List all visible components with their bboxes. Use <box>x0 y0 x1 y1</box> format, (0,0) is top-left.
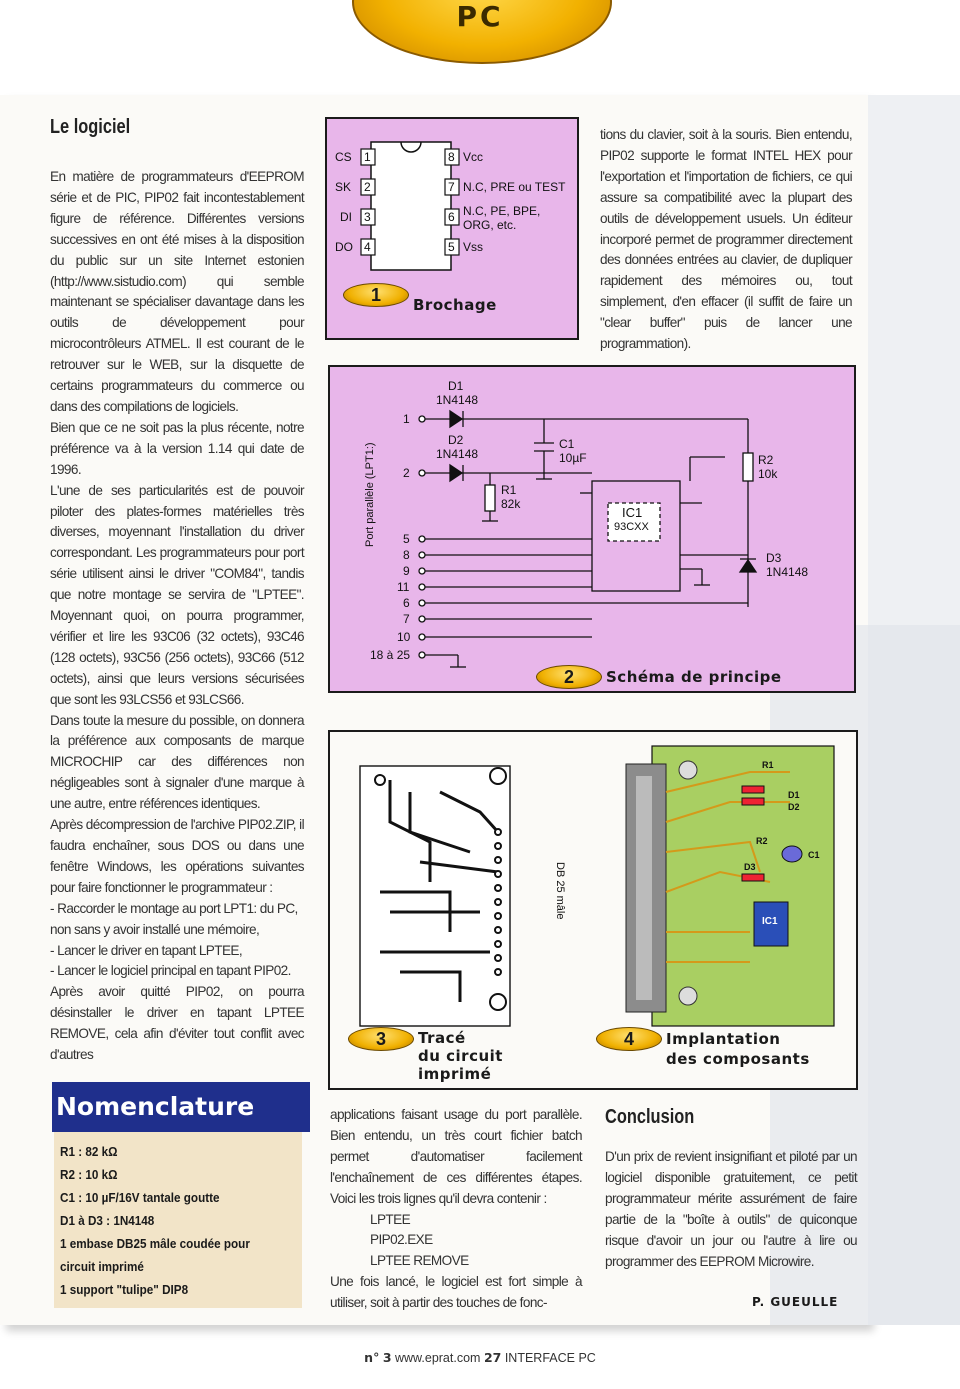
pin-number: 6 <box>448 210 455 224</box>
website: www.eprat.com <box>395 1351 481 1365</box>
port-label: Port parallèle (LPT1:) <box>364 442 376 547</box>
right-top-text <box>600 125 852 355</box>
figure-number-badge: 3 <box>348 1027 414 1051</box>
paragraph: En matière de programmateurs d'EEPROM série et de PIC, PIP02 fait incontestablement figure de référence. Différentes versions successives en ont été mises à la disposition du public sur un site Internet estonien (http://www.sistudio.com) qui semble maintenant se spécialiser davantage dans les outils de développement pour microcontrôleurs ATMEL. Il est courant de le retrouver sur le WEB, sur la disquette de certains programmateurs du commerce ou dans des compilations de logiciels. <box>50 169 304 414</box>
caption-line: imprimé <box>418 1065 492 1083</box>
left-section <box>50 116 310 139</box>
d1-label: D1 <box>448 379 464 393</box>
nomenclature-item: C1 : 10 µF/16V tantale goutte <box>60 1190 220 1205</box>
command-line: PIP02.EXE <box>370 1232 433 1248</box>
paragraph: Bien que ce ne soit pas la plus récente, notre préférence va à la version 1.14 qui date de 1996. <box>50 419 304 477</box>
nomenclature-item: R1 : 82 kΩ <box>60 1144 118 1159</box>
pin-name-left: SK <box>335 180 352 194</box>
connector-label: DB 25 mâle <box>554 862 566 920</box>
d2-label: D2 <box>788 802 800 812</box>
nomenclature-title: Nomenclature <box>52 1082 310 1132</box>
pin-name-right: Vcc <box>463 150 484 164</box>
paragraph: Après décompression de l'archive PIP02.ZIP, il faudra enchaîner, sous DOS ou dans une fenêtre Windows, les opérations suivantes pour faire fonctionner le programmateur : <box>50 817 304 895</box>
figure-caption: Brochage <box>413 296 497 314</box>
r2-label: R2 <box>758 453 774 467</box>
caption-line: du circuit <box>418 1047 503 1065</box>
pin-number: 9 <box>403 564 410 578</box>
pin-name-right: N.C, PE, BPE, ORG, etc. <box>463 204 541 232</box>
figure-3-4-panel <box>328 730 858 1090</box>
left-column-text <box>50 167 304 1066</box>
caption-line: des composants <box>666 1050 810 1068</box>
pin-number: 6 <box>403 596 410 610</box>
d3-label: D3 <box>744 862 756 872</box>
r1-value: 82k <box>501 497 521 511</box>
list-item: - Lancer le driver en tapant LPTEE, <box>50 942 243 958</box>
pin-number: 1 <box>364 150 371 164</box>
page-footer <box>0 1350 960 1365</box>
pin-number: 4 <box>364 240 371 254</box>
nomenclature-item: R2 : 10 kΩ <box>60 1167 118 1182</box>
pin-number: 7 <box>403 612 410 626</box>
pin-number: 7 <box>448 180 455 194</box>
pin-name-right: N.C, PRE ou TEST <box>463 180 566 194</box>
pin-number: 18 à 25 <box>370 648 411 662</box>
pin-number: 8 <box>403 548 410 562</box>
paragraph: Dans toute la mesure du possible, on donnera la préférence aux composants de marque MICROCHIP car des différences non négligeables sont à signaler d'une marque à une autre, entre références identiques. <box>50 712 304 812</box>
pin-number: 5 <box>403 532 410 546</box>
pin-number: 1 <box>403 412 410 426</box>
pin-number: 5 <box>448 240 455 254</box>
figure-1-brochage <box>325 117 579 340</box>
figure-number-badge: 2 <box>536 665 602 689</box>
r1-label: R1 <box>501 483 517 497</box>
d2-type: 1N4148 <box>436 447 479 461</box>
c1-label: C1 <box>559 437 575 451</box>
r2-value: 10k <box>758 467 778 481</box>
nomenclature-box <box>48 1080 306 1310</box>
issue-number: 3 <box>382 1350 392 1365</box>
pin-number: 8 <box>448 150 455 164</box>
pin-number: 2 <box>364 180 371 194</box>
paragraph: Une fois lancé, le logiciel est fort simple à utiliser, soit à partir des touches de fonc- <box>330 1274 582 1311</box>
c1-label: C1 <box>808 850 820 860</box>
r2-label: R2 <box>756 836 768 846</box>
page-number: 27 <box>483 1350 502 1365</box>
nomenclature-item: 1 support "tulipe" DIP8 <box>60 1282 189 1297</box>
section-name: INTERFACE PC <box>504 1351 596 1365</box>
d3-label: D3 <box>766 551 782 565</box>
section-title-conclusion: Conclusion <box>605 1106 695 1128</box>
paragraph: applications faisant usage du port parallèle. Bien entendu, un très court fichier batch permet d'automatiser facilement l'enchaînement de ces différentes étapes. Voici les trois lignes qu'il devra contenir : <box>330 1107 582 1206</box>
command-line: LPTEE <box>370 1211 411 1227</box>
pin-name-left: DO <box>335 240 353 254</box>
d1-type: 1N4148 <box>436 393 479 407</box>
paragraph: tions du clavier, soit à la souris. Bien entendu, PIP02 supporte le format INTEL HEX pour l'exportation et l'importation de fichiers, ce qui assure sa compatibilité avec la plupart des outils de développement usuels. Un éditeur incorporé permet de programmer directement des données entrées au clavier, de dupliquer rapidement des mémoires ou, tout simplement, d'en effacer (il suffit de faire un "clear buffer" puis de lancer une programmation). <box>600 127 852 352</box>
d2-label: D2 <box>448 433 464 447</box>
pin-name-left: CS <box>335 150 352 164</box>
nomenclature-item: circuit imprimé <box>60 1259 144 1274</box>
command-line: LPTEE REMOVE <box>370 1253 469 1269</box>
ic1-label: IC1 <box>622 505 643 520</box>
caption-line: Tracé <box>418 1029 466 1047</box>
issue-prefix: n° <box>364 1350 380 1365</box>
r1-label: R1 <box>762 760 774 770</box>
section-title-logiciel: Le logiciel <box>50 116 131 138</box>
list-item: - Lancer le logiciel principal en tapant PIP02. <box>50 963 291 979</box>
list-item: - Raccorder le montage au port LPT1: du PC, non sans y avoir installé une mémoire, <box>50 900 298 937</box>
nomenclature-item: 1 embase DB25 mâle coudée pour <box>60 1236 250 1251</box>
pin-number: 3 <box>364 210 371 224</box>
pin-number: 10 <box>397 630 411 644</box>
figure-2-schema <box>328 365 856 693</box>
figure-caption <box>418 1029 503 1083</box>
paragraph: D'un prix de revient insignifiant et piloté par un logiciel disponible gratuitement, ce petit programmateur mérite assurément de faire partie de la "boîte à outils" de quiconque risque d'avoir un jour ou l'autre à lire ou programmer des EEPROM Microwire. <box>605 1149 857 1269</box>
pin-name-left: DI <box>340 210 352 224</box>
figure-number-badge: 4 <box>596 1027 662 1051</box>
author-signature: P. GUEULLE <box>752 1295 839 1309</box>
conclusion-section <box>605 1106 855 1129</box>
middle-column-text <box>330 1105 582 1314</box>
caption-line: Implantation <box>666 1030 781 1048</box>
conclusion-text <box>605 1147 857 1272</box>
ic1-type: 93CXX <box>614 521 649 533</box>
figure-number-badge: 1 <box>343 283 409 307</box>
paragraph: Après avoir quitté PIP02, on pourra désinstaller le driver en tapant LPTEE REMOVE, cela afin d'éviter tout conflit avec d'autres <box>50 984 304 1063</box>
nomenclature-item: D1 à D3 : 1N4148 <box>60 1213 155 1228</box>
ic1-label: IC1 <box>762 916 778 927</box>
d3-type: 1N4148 <box>766 565 809 579</box>
c1-value: 10µF <box>559 451 587 465</box>
pin-name-right: Vss <box>463 240 484 254</box>
figure-caption <box>666 1029 810 1069</box>
paragraph: L'une de ses particularités est de pouvoir piloter des plates-formes matérielles très diverses, moyennant l'installation du driver correspondant. Les programmateurs pour port série utilisent ainsi le driver "COM84", tandis que notre montage se servira de "LPTEE". Moyennant quoi, on pourra programmer, vérifier et lire les 93C06 (32 octets), 93C46 (128 octets), 93C56 (256 octets), 93C66 (512 octets), ainsi que leurs versions sécurisées que sont les 93LCS56 et 93LCS66. <box>50 482 304 707</box>
d1-label: D1 <box>788 790 800 800</box>
pin-number: 11 <box>397 580 410 594</box>
figure-caption: Schéma de principe <box>606 668 782 686</box>
pin-number: 2 <box>403 466 410 480</box>
header-tab-label: PC <box>456 0 504 33</box>
